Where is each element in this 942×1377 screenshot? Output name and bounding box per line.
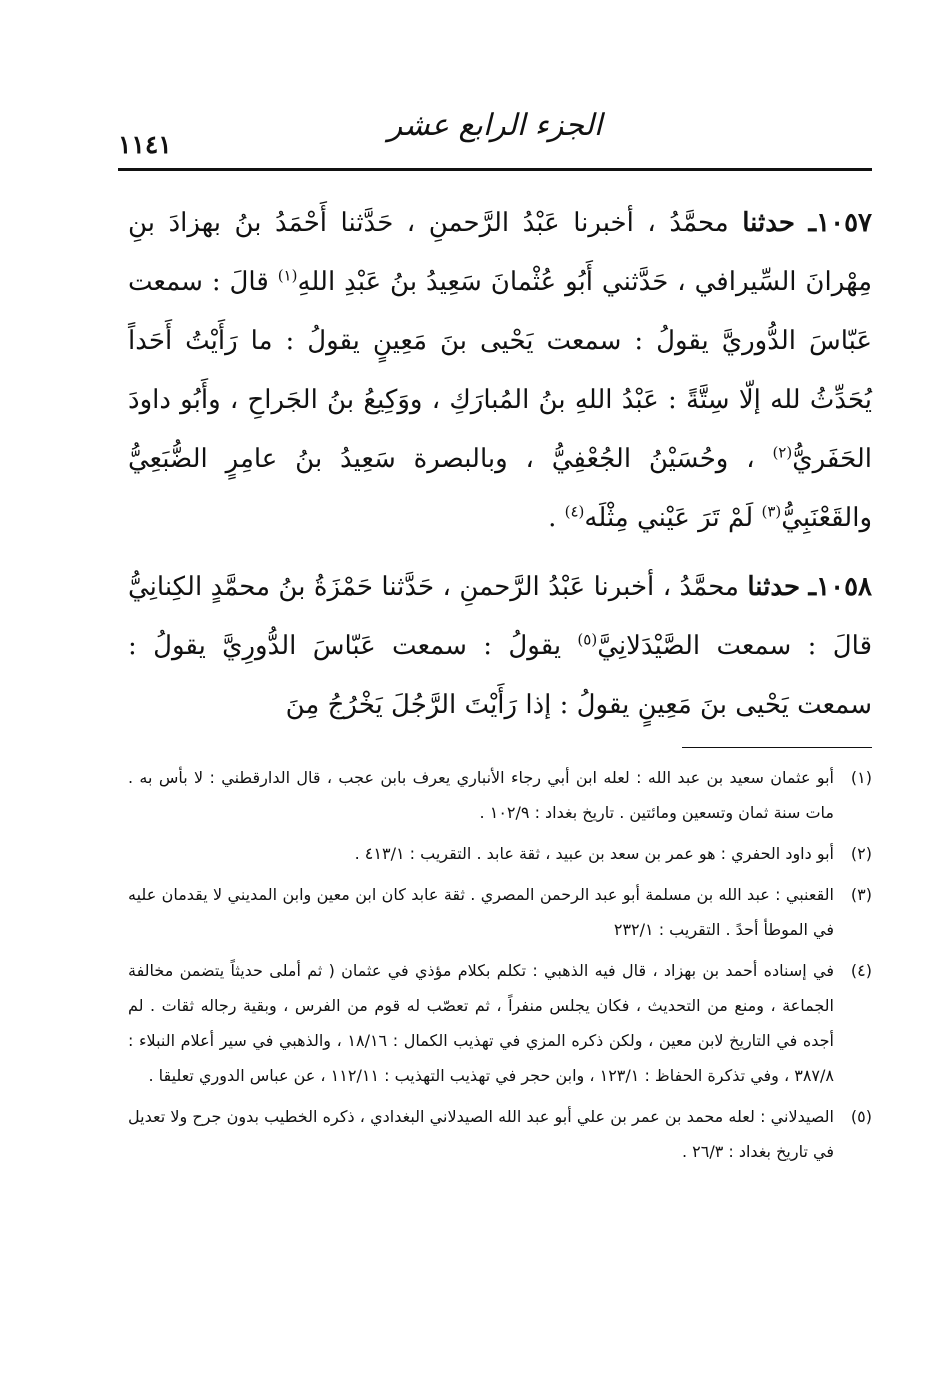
hadith-label: حدثنا (742, 208, 795, 238)
footnote-ref-3[interactable]: (٣) (761, 502, 782, 521)
footnote-text: القعنبي : عبد الله بن مسلمة أبو عبد الرحمن المصري . ثقة عابد كان ابن معين وابن المديني لا يقدمان عليه في الموطأ أحدً . التقريب : ٢٣٢/١ (128, 885, 834, 939)
hadith-number: ١٠٥٨ـ (808, 572, 873, 602)
hadith-1057 (128, 194, 872, 548)
footnote-number: (٤) (850, 961, 872, 980)
footnote-text: أبو داود الحفري : هو عمر بن سعد بن عبيد ، ثقة عابد . التقريب : ٤١٣/١ . (354, 844, 834, 863)
hadith-label: حدثنا (747, 572, 801, 602)
footnotes (128, 760, 872, 1175)
part-title: الجزء الرابع عشر (387, 108, 603, 143)
footnote (128, 836, 872, 871)
footnote (128, 1099, 872, 1169)
footnote-number: (٣) (850, 885, 872, 904)
footnote-number: (١) (850, 768, 872, 787)
hadith-text: . (548, 503, 565, 533)
hadith-text: يقولُ : سمعت عَبّاسَ الدُّورِيَّ يقولُ : سمعت يَحْيى بنَ مَعِينٍ يقولُ : إذا رَأَيْتَ الرَّجُلَ يَخْرُجُ مِنَ (128, 631, 872, 720)
header-divider (118, 168, 872, 171)
main-text (128, 194, 872, 745)
footnote-ref-4[interactable]: (٤) (564, 502, 585, 521)
page-number: ١١٤١ (118, 130, 172, 159)
page-header (118, 108, 872, 164)
hadith-text: قالَ : سمعت عَبّاسَ الدُّوريَّ يقولُ : سمعت يَحْيى بنَ مَعِينٍ يقولُ : ما رَأَيْتُ أَحَداً يُحَدِّثُ لله إلّا سِتَّةً : عَبْدُ اللهِ بنُ المُبارَكِ ، ووَكِيعُ بنُ الجَراحِ ، وأَبُو داودَ الحَفَريُّ (128, 267, 872, 474)
footnote (128, 877, 872, 947)
footnote-text: في إسناده أحمد بن بهزاد ، قال فيه الذهبي : تكلم بكلام مؤذي في عثمان ( ثم أملى حديثاً يتضمن مخالفة الجماعة ، ومنع من التحديث ، فكان يجلس منفراً ، ثم تعصّب له قوم من الفرس ، وبقية رجاله ثقات . لم أجده في التاريخ لابن معين ، ولكن ذكره المزي في تهذيب الكمال : ١٨/١٦ ، والذهبي في سير أعلام النبلاء : ٣٨٧/٨ ، وفي تذكرة الحفاظ : ١٢٣/١ ، وابن حجر في تهذيب التهذيب : ١١٢/١١ ، عن عباس الدوري تعليقا . (128, 961, 834, 1085)
footnote-ref-1[interactable]: (١) (277, 266, 298, 285)
footnote-number: (٢) (850, 844, 872, 863)
footnote (128, 953, 872, 1093)
hadith-number: ١٠٥٧ـ (808, 208, 873, 238)
footnote-divider (682, 747, 872, 748)
footnote-text: أبو عثمان سعيد بن عبد الله : لعله ابن أبي رجاء الأنباري يعرف بابن عجب ، قال الدارقطني : لا بأس به . مات سنة ثمان وتسعين ومائتين . تاريخ بغداد : ١٠٢/٩ . (128, 768, 834, 822)
hadith-1058 (128, 558, 872, 735)
hadith-text: محمَّدُ ، أخبرنا عَبْدُ الرَّحمنِ ، حَدَّثنا حَمْزَةُ بنُ محمَّدٍ الكِنانِيُّ قالَ : سمعت الصَّيْدَلانِيَّ (128, 572, 873, 661)
hadith-text: لَمْ تَرَ عَيْني مِثْلَه (584, 503, 762, 533)
footnote (128, 760, 872, 830)
hadith-text: محمَّدُ ، أخبرنا عَبْدُ الرَّحمنِ ، حَدَّثنا أَحْمَدُ بنُ بهزادَ بنِ مِهْرانَ السِّيرافي ، حَدَّثني أَبُو عُثْمانَ سَعِيدُ بنُ عَبْدِ اللهِ (128, 208, 872, 297)
footnote-text: الصيدلاني : لعله محمد بن عمر بن علي أبو عبد الله الصيدلاني البغدادي ، ذكره الخطيب بدون جرح ولا تعديل في تاريخ بغداد : ٢٦/٣ . (128, 1107, 834, 1161)
footnote-ref-2[interactable]: (٢) (772, 443, 793, 462)
footnote-ref-5[interactable]: (٥) (577, 630, 598, 649)
hadith-text: ، وحُسَيْنُ الجُعْفِيُّ ، وبالبصرة سَعِيدُ بنُ عامِرٍ الضُّبَعِيُّ والقَعْنَبِيُّ (128, 444, 872, 533)
footnote-number: (٥) (850, 1107, 872, 1126)
